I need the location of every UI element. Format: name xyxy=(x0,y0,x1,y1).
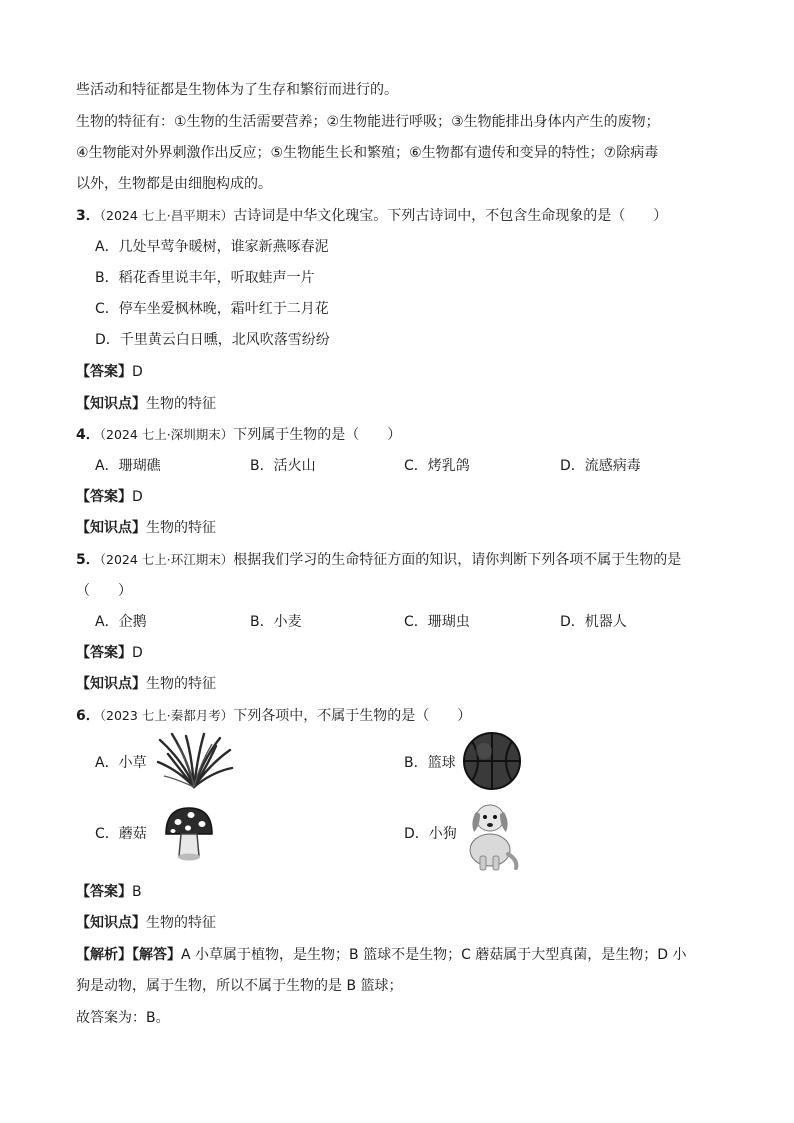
knowledge-point-line xyxy=(76,394,216,414)
question-4-stem xyxy=(76,425,401,445)
option-a: A．小草 xyxy=(95,755,147,771)
analysis-line-1 xyxy=(76,945,687,965)
analysis-line-3: 故答案为：B。 xyxy=(76,1010,170,1026)
grass-icon xyxy=(154,732,234,790)
option-a: A．几处早莺争暖树，谁家新燕啄春泥 xyxy=(95,239,329,255)
answer-value: B xyxy=(132,884,142,900)
option-c: C．烤乳鸽 xyxy=(404,458,470,474)
analysis-line-2: 狗是动物，属于生物，所以不属于生物的是 B 篮球； xyxy=(76,978,403,994)
intro-line-3: ④生物能对外界刺激作出反应；⑤生物能生长和繁殖；⑥生物都有遗传和变异的特性；⑦除病毒 xyxy=(76,145,659,161)
basketball-icon xyxy=(462,731,522,791)
question-source: （2024 七上·环江期末） xyxy=(99,552,234,567)
question-text: 古诗词是中华文化瑰宝。下列古诗词中，不包含生命现象的是（ ） xyxy=(233,208,668,224)
knowledge-point-value: 生物的特征 xyxy=(146,676,216,692)
option-d: D．机器人 xyxy=(560,614,627,630)
knowledge-point-value: 生物的特征 xyxy=(146,520,216,536)
option-c: C．珊瑚虫 xyxy=(404,614,470,630)
option-d: D．千里黄云白日曛，北风吹落雪纷纷 xyxy=(95,332,330,348)
question-number: 3． xyxy=(76,208,100,224)
question-text: 下列属于生物的是（ ） xyxy=(233,427,402,443)
question-text: 根据我们学习的生命特征方面的知识，请你判断下列各项不属于生物的是 xyxy=(233,552,682,568)
option-b: B．小麦 xyxy=(250,614,302,630)
intro-line-2: 生物的特征有：①生物的生活需要营养；②生物能进行呼吸；③生物能排出身体内产生的废物； xyxy=(76,114,660,130)
option-a: A．企鹅 xyxy=(95,614,147,630)
question-number: 4． xyxy=(76,427,100,443)
answer-line xyxy=(76,882,142,902)
answer-value: D xyxy=(132,645,143,661)
question-source: （2024 七上·深圳期末） xyxy=(99,427,234,442)
answer-tag: 【答案】 xyxy=(76,884,132,900)
option-c: C．蘑菇 xyxy=(95,826,147,842)
answer-line xyxy=(76,643,143,663)
puppy-icon xyxy=(460,798,524,872)
intro-line-1: 些活动和特征都是生物体为了生存和繁衍而进行的。 xyxy=(76,82,398,98)
knowledge-point-tag: 【知识点】 xyxy=(76,915,146,931)
option-b: B．稻花香里说丰年，听取蛙声一片 xyxy=(95,270,315,286)
question-number: 5． xyxy=(76,552,100,568)
knowledge-point-line xyxy=(76,674,216,694)
knowledge-point-value: 生物的特征 xyxy=(146,915,216,931)
answer-tag: 【答案】 xyxy=(76,645,132,661)
answer-value: D xyxy=(132,364,143,380)
answer-tag: 【答案】 xyxy=(76,364,132,380)
option-c: C．停车坐爱枫林晚，霜叶红于二月花 xyxy=(95,301,329,317)
answer-value: D xyxy=(132,489,143,505)
knowledge-point-value: 生物的特征 xyxy=(146,396,216,412)
knowledge-point-tag: 【知识点】 xyxy=(76,520,146,536)
knowledge-point-line xyxy=(76,518,216,538)
question-6-stem xyxy=(76,706,471,726)
analysis-tag: 【解析】【解答】 xyxy=(76,947,181,963)
question-text: 下列各项中，不属于生物的是（ ） xyxy=(233,708,472,724)
question-number: 6． xyxy=(76,708,100,724)
question-3-stem xyxy=(76,206,667,226)
analysis-text: A 小草属于植物，是生物；B 篮球不是生物；C 蘑菇属于大型真菌，是生物；D 小 xyxy=(181,947,687,963)
option-d: D．小狗 xyxy=(404,826,457,842)
answer-tag: 【答案】 xyxy=(76,489,132,505)
knowledge-point-line xyxy=(76,913,216,933)
option-a: A．珊瑚礁 xyxy=(95,458,161,474)
question-5-stem xyxy=(76,550,681,570)
question-source: （2024 七上·昌平期末） xyxy=(99,208,234,223)
option-b: B．篮球 xyxy=(404,755,456,771)
question-source: （2023 七上·秦都月考） xyxy=(99,708,234,723)
intro-line-4: 以外，生物都是由细胞构成的。 xyxy=(76,176,272,192)
knowledge-point-tag: 【知识点】 xyxy=(76,676,146,692)
option-d: D．流感病毒 xyxy=(560,458,641,474)
mushroom-icon xyxy=(164,806,214,862)
question-5-stem-cont: （ ） xyxy=(76,583,132,599)
answer-line xyxy=(76,362,143,382)
option-b: B．活火山 xyxy=(250,458,316,474)
knowledge-point-tag: 【知识点】 xyxy=(76,396,146,412)
answer-line xyxy=(76,487,143,507)
